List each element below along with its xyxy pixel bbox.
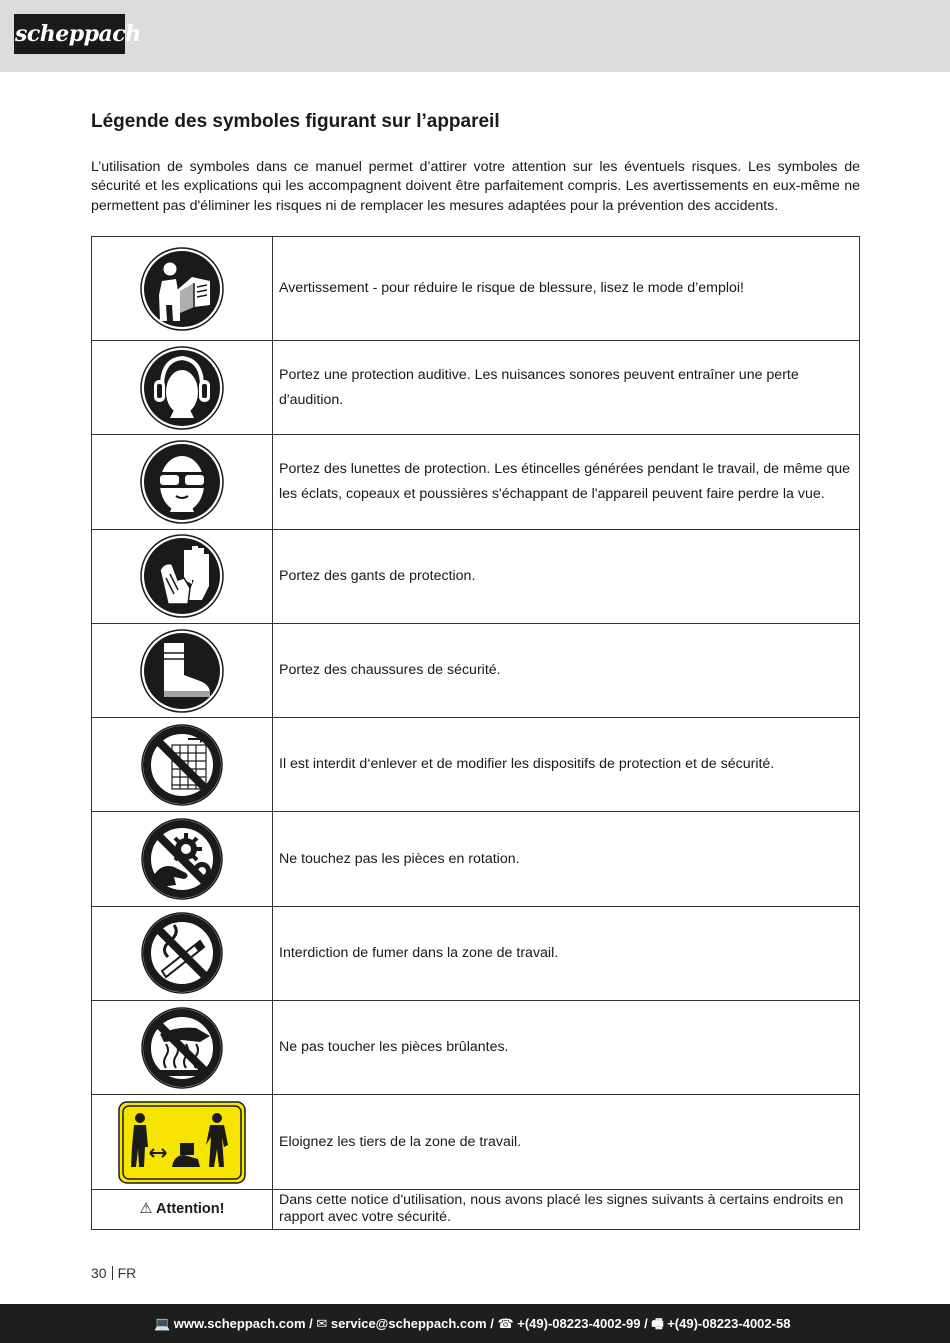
attention-label: Attention!	[156, 1201, 225, 1218]
ear-protection-icon	[140, 346, 224, 430]
keep-bystanders-away-icon	[118, 1101, 246, 1184]
symbol-cell	[92, 529, 273, 623]
symbol-description: Interdiction de fumer dans la zone de travail.	[273, 906, 860, 1000]
page-footer	[0, 1304, 950, 1343]
no-touch-hot-surface-icon	[140, 1006, 224, 1090]
no-smoking-icon	[140, 911, 224, 995]
page-title: Légende des symboles figurant sur l’appareil	[91, 111, 500, 132]
symbol-description: Il est interdit d‘enlever et de modifier les dispositifs de protection et de sécurité.	[273, 718, 860, 812]
symbol-cell	[92, 623, 273, 717]
legend-row	[92, 1095, 860, 1189]
symbol-cell	[92, 812, 273, 906]
symbol-cell	[92, 906, 273, 1000]
symbol-description: Portez une protection auditive. Les nuisances sonores peuvent entraîner une perte d'audition.	[273, 341, 860, 435]
legend-row	[92, 906, 860, 1000]
symbol-description: Eloignez les tiers de la zone de travail.	[273, 1095, 860, 1189]
no-touch-rotating-parts-icon	[140, 817, 224, 901]
legend-row	[92, 1001, 860, 1095]
symbol-cell	[92, 435, 273, 529]
protective-gloves-icon	[140, 534, 224, 618]
attention-description: Dans cette notice d'utilisation, nous avons placé les signes suivants à certains endroits en rapport avec votre sécurité.	[273, 1189, 860, 1229]
legend-row	[92, 341, 860, 435]
symbol-cell	[92, 1001, 273, 1095]
symbol-description: Portez des chaussures de sécurité.	[273, 623, 860, 717]
footer-contact-line: 💻 www.scheppach.com / ✉ service@scheppach.com / ☎ +(49)-08223-4002-99 / 🖷 +(49)-08223-4002-58	[154, 1316, 791, 1331]
symbol-cell	[92, 1095, 273, 1189]
symbol-cell	[92, 237, 273, 341]
legend-row	[92, 237, 860, 341]
symbol-description: Avertissement - pour réduire le risque de blessure, lisez le mode d’emploi!	[273, 237, 860, 341]
legend-row	[92, 529, 860, 623]
page-language: FR	[117, 1265, 137, 1281]
legend-row	[92, 718, 860, 812]
page-number-value: 30	[91, 1265, 107, 1281]
page-header	[0, 0, 950, 72]
attention-label-cell	[92, 1189, 273, 1229]
symbol-description: Ne touchez pas les pièces en rotation.	[273, 812, 860, 906]
legend-row	[92, 623, 860, 717]
intro-paragraph: L’utilisation de symboles dans ce manuel permet d’attirer votre attention sur les éventuels risques. Les symboles de sécurité et les explications qui les accompagnent doivent être parfaitement compris. Les avertissements en eux-même ne permettent pas d'éliminer les risques ni de remplacer les mesures adaptées pour la prévention des accidents.	[91, 159, 860, 214]
page-number-divider	[112, 1266, 113, 1280]
symbol-description: Ne pas toucher les pièces brûlantes.	[273, 1001, 860, 1095]
no-guard-removal-icon	[140, 723, 224, 807]
read-manual-icon	[140, 247, 224, 331]
legend-row	[92, 435, 860, 529]
legend-row	[92, 812, 860, 906]
symbol-description: Portez des lunettes de protection. Les étincelles générées pendant le travail, de même que les éclats, copeaux et poussières s'échappant de l'appareil peuvent faire perdre la vue.	[273, 435, 860, 529]
symbol-legend-table	[91, 236, 860, 1230]
page-number	[91, 1265, 136, 1281]
symbol-cell	[92, 341, 273, 435]
eye-protection-icon	[140, 440, 224, 524]
scheppach-logo: scheppach	[14, 14, 125, 54]
attention-row	[92, 1189, 860, 1229]
symbol-description: Portez des gants de protection.	[273, 529, 860, 623]
warning-triangle-icon: ⚠	[139, 1201, 153, 1218]
symbol-cell	[92, 718, 273, 812]
safety-boots-icon	[140, 629, 224, 713]
